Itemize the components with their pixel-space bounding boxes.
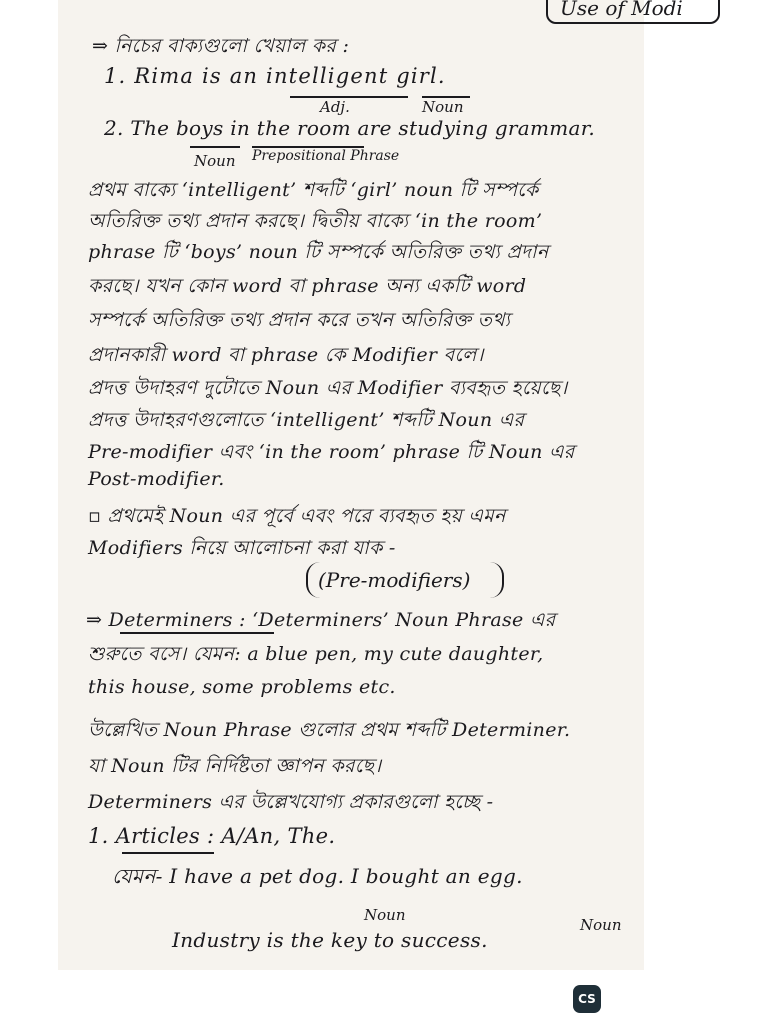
label-noun-girl: Noun xyxy=(422,98,464,116)
body-line-6: প্রদানকারী word বা phrase কে Modifier বলে। xyxy=(88,344,484,366)
body-line-3: phrase টি ‘boys’ noun টি সম্পর্কে অতিরিক্ত তথ্য প্রদান xyxy=(88,241,549,263)
body-line-2: অতিরিক্ত তথ্য প্রদান করছে। দ্বিতীয় বাক্যে ‘in the room’ xyxy=(88,210,543,232)
label-prepositional-phrase: Prepositional Phrase xyxy=(252,148,400,164)
body-line-9: Pre-modifier এবং ‘in the room’ phrase টি Noun এর xyxy=(88,441,575,463)
label-noun-dog: Noun xyxy=(364,906,406,924)
body-line-5: সম্পর্কে অতিরিক্ত তথ্য প্রদান করে তখন অতিরিক্ত তথ্য xyxy=(88,309,511,331)
camscanner-badge: CS xyxy=(573,985,601,1013)
example-sentence-2: 2. The boys in the room are studying grammar. xyxy=(104,116,596,140)
underline-articles xyxy=(122,852,214,854)
title-tag-text: Use of Modi xyxy=(560,0,683,20)
intro-line: ⇒ নিচের বাক্যগুলো খেয়াল কর : xyxy=(92,35,350,57)
pre-modifiers-heading-text: (Pre-modifiers) xyxy=(318,568,471,592)
determiners-examples-1: শুরুতে বসে। যেমন: a blue pen, my cute daughter, xyxy=(88,643,544,665)
determiner-note-1: উল্লেখিত Noun Phrase গুলোর প্রথম শব্দটি Determiner. xyxy=(88,719,571,741)
determiners-examples-2: this house, some problems etc. xyxy=(88,676,396,698)
underline-boys xyxy=(190,146,240,148)
articles-example-1: যেমন- I have a pet dog. I bought an egg. xyxy=(112,864,523,888)
pre-modifiers-heading xyxy=(306,562,504,598)
label-noun-egg: Noun xyxy=(580,916,622,934)
articles-heading: 1. Articles : A/An, The. xyxy=(88,824,336,848)
body-line-4: করছে। যখন কোন word বা phrase অন্য একটি word xyxy=(88,275,527,297)
determiners-line: ⇒ Determiners : ‘Determiners’ Noun Phrase এর xyxy=(86,609,556,631)
title-tag xyxy=(546,0,720,24)
label-adj: Adj. xyxy=(320,98,350,116)
body-line-11: ▫ প্রথমেই Noun এর পূর্বে এবং পরে ব্যবহৃত হয় এমন xyxy=(88,505,506,527)
determiner-note-2: যা Noun টির নির্দিষ্টতা জ্ঞাপন করছে। xyxy=(88,755,382,777)
body-line-12: Modifiers নিয়ে আলোচনা করা যাক - xyxy=(88,537,396,559)
determiner-types-intro: Determiners এর উল্লেখযোগ্য প্রকারগুলো হচ্ছে - xyxy=(88,791,494,813)
label-noun-boys: Noun xyxy=(194,152,236,170)
articles-example-2: Industry is the key to success. xyxy=(172,928,488,952)
body-line-1: প্রথম বাক্যে ‘intelligent’ শব্দটি ‘girl’ noun টি সম্পর্কে xyxy=(88,179,539,201)
body-line-8: প্রদত্ত উদাহরণগুলোতে ‘intelligent’ শব্দটি Noun এর xyxy=(88,409,525,431)
body-line-7: প্রদত্ত উদাহরণ দুটোতে Noun এর Modifier ব্যবহৃত হয়েছে। xyxy=(88,377,568,399)
example-sentence-1: 1. Rima is an intelligent girl. xyxy=(104,64,446,88)
notebook-page xyxy=(58,0,683,970)
underline-determiners xyxy=(120,632,274,634)
body-line-10: Post-modifier. xyxy=(88,468,225,490)
